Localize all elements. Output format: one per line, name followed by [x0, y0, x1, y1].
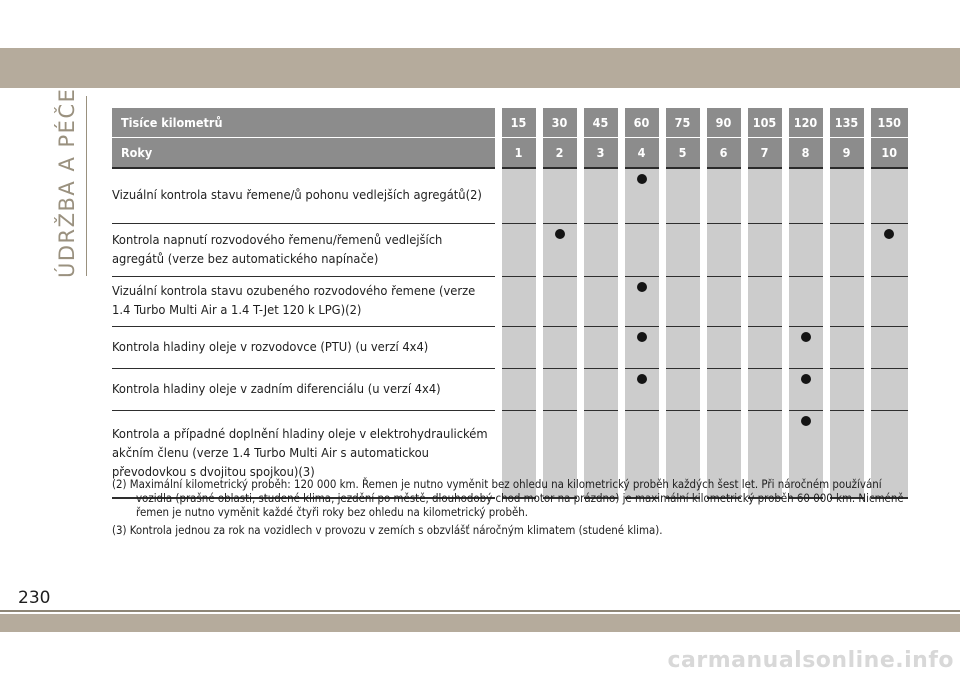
header-label-years: Roky	[112, 138, 498, 169]
interval-cell	[498, 326, 539, 368]
interval-cell	[785, 276, 826, 326]
footer-rule	[0, 610, 960, 612]
interval-cell	[662, 223, 703, 276]
interval-cell	[785, 368, 826, 410]
header-year-8: 8	[785, 138, 826, 169]
table-row	[112, 368, 908, 410]
interval-cell	[580, 223, 621, 276]
header-row-years	[112, 138, 908, 169]
interval-cell	[498, 168, 539, 223]
footnotes	[112, 477, 912, 541]
header-km-135: 135	[826, 108, 867, 138]
interval-cell	[539, 368, 580, 410]
interval-cell	[662, 168, 703, 223]
interval-cell	[662, 326, 703, 368]
check-dot-icon	[801, 374, 811, 384]
interval-cell	[580, 276, 621, 326]
header-year-5: 5	[662, 138, 703, 169]
side-title-rule	[86, 96, 87, 276]
header-band	[0, 48, 960, 88]
interval-cell	[539, 223, 580, 276]
header-year-4: 4	[621, 138, 662, 169]
schedule-body	[112, 168, 908, 498]
interval-cell	[867, 368, 908, 410]
table-row	[112, 326, 908, 368]
interval-cell	[826, 276, 867, 326]
header-km-120: 120	[785, 108, 826, 138]
watermark: carmanualsonline.info	[667, 648, 954, 673]
header-year-3: 3	[580, 138, 621, 169]
header-km-90: 90	[703, 108, 744, 138]
interval-cell	[498, 368, 539, 410]
header-year-7: 7	[744, 138, 785, 169]
interval-cell	[703, 223, 744, 276]
interval-cell	[826, 223, 867, 276]
footnote-2: (2) Maximální kilometrický proběh: 120 000 km. Řemen je nutno vyměnit bez ohledu na kilometrický proběh každých šest let. Při náročném používání vozidla (prašné oblasti, studené klima, jezdění po městě, dlouhodobý chod motor na prázdno) je maximální kilometrický proběh 60 000 km. Nicméně řemen je nutno vyměnit každé čtyři roky bez ohledu na kilometrický proběh.	[112, 477, 904, 519]
interval-cell	[539, 326, 580, 368]
header-km-60: 60	[621, 108, 662, 138]
task-label: Kontrola a případné doplnění hladiny oleje v elektrohydraulickém akčním členu (verze 1.4 Turbo Multi Air s automatickou převodovkou s dvojitou spojkou)(3)	[112, 410, 498, 498]
interval-cell	[498, 223, 539, 276]
interval-cell	[785, 168, 826, 223]
interval-cell	[539, 276, 580, 326]
maintenance-schedule-table	[112, 108, 908, 499]
interval-cell	[662, 368, 703, 410]
interval-cell	[621, 326, 662, 368]
section-title-text: ÚDRŽBA A PÉČE	[55, 87, 79, 278]
interval-cell	[867, 168, 908, 223]
interval-cell	[867, 223, 908, 276]
task-label: Vizuální kontrola stavu řemene/ů pohonu vedlejších agregátů(2)	[112, 168, 498, 223]
footnote-3: (3) Kontrola jednou za rok na vozidlech v provozu v zemích s obzvlášť náročným klimatem (studené klima).	[112, 523, 663, 537]
task-label: Kontrola hladiny oleje v rozvodovce (PTU) (u verzí 4x4)	[112, 326, 498, 368]
task-label: Kontrola hladiny oleje v zadním diferenciálu (u verzí 4x4)	[112, 368, 498, 410]
header-km-15: 15	[498, 108, 539, 138]
check-dot-icon	[637, 374, 647, 384]
header-km-45: 45	[580, 108, 621, 138]
interval-cell	[703, 326, 744, 368]
interval-cell	[703, 276, 744, 326]
check-dot-icon	[884, 229, 894, 239]
interval-cell	[703, 168, 744, 223]
header-year-2: 2	[539, 138, 580, 169]
interval-cell	[621, 368, 662, 410]
interval-cell	[662, 276, 703, 326]
interval-cell	[744, 326, 785, 368]
interval-cell	[703, 368, 744, 410]
interval-cell	[580, 326, 621, 368]
table-row	[112, 223, 908, 276]
interval-cell	[539, 168, 580, 223]
check-dot-icon	[801, 416, 811, 426]
table-row	[112, 168, 908, 223]
interval-cell	[826, 326, 867, 368]
interval-cell	[867, 276, 908, 326]
header-km-75: 75	[662, 108, 703, 138]
interval-cell	[621, 223, 662, 276]
interval-cell	[744, 223, 785, 276]
header-km-150: 150	[867, 108, 908, 138]
task-label: Kontrola napnutí rozvodového řemenu/řemenů vedlejších agregátů (verze bez automatického napínače)	[112, 223, 498, 276]
header-year-9: 9	[826, 138, 867, 169]
table-row	[112, 276, 908, 326]
interval-cell	[785, 223, 826, 276]
check-dot-icon	[637, 332, 647, 342]
page-number: 230	[18, 588, 51, 608]
interval-cell	[498, 276, 539, 326]
interval-cell	[744, 368, 785, 410]
check-dot-icon	[637, 174, 647, 184]
interval-cell	[621, 168, 662, 223]
interval-cell	[744, 168, 785, 223]
interval-cell	[826, 168, 867, 223]
interval-cell	[580, 368, 621, 410]
interval-cell	[744, 276, 785, 326]
check-dot-icon	[637, 282, 647, 292]
interval-cell	[867, 326, 908, 368]
header-label-kilometers: Tisíce kilometrů	[112, 108, 498, 138]
interval-cell	[580, 168, 621, 223]
task-label: Vizuální kontrola stavu ozubeného rozvodového řemene (verze 1.4 Turbo Multi Air a 1.4 T-Jet 120 k LPG)(2)	[112, 276, 498, 326]
interval-cell	[621, 276, 662, 326]
header-year-6: 6	[703, 138, 744, 169]
check-dot-icon	[555, 229, 565, 239]
header-year-10: 10	[867, 138, 908, 169]
interval-cell	[826, 368, 867, 410]
interval-cell	[785, 326, 826, 368]
header-km-30: 30	[539, 108, 580, 138]
header-row-kilometers	[112, 108, 908, 138]
header-km-105: 105	[744, 108, 785, 138]
header-year-1: 1	[498, 138, 539, 169]
section-side-title	[52, 87, 82, 278]
footer-band	[0, 614, 960, 632]
check-dot-icon	[801, 332, 811, 342]
